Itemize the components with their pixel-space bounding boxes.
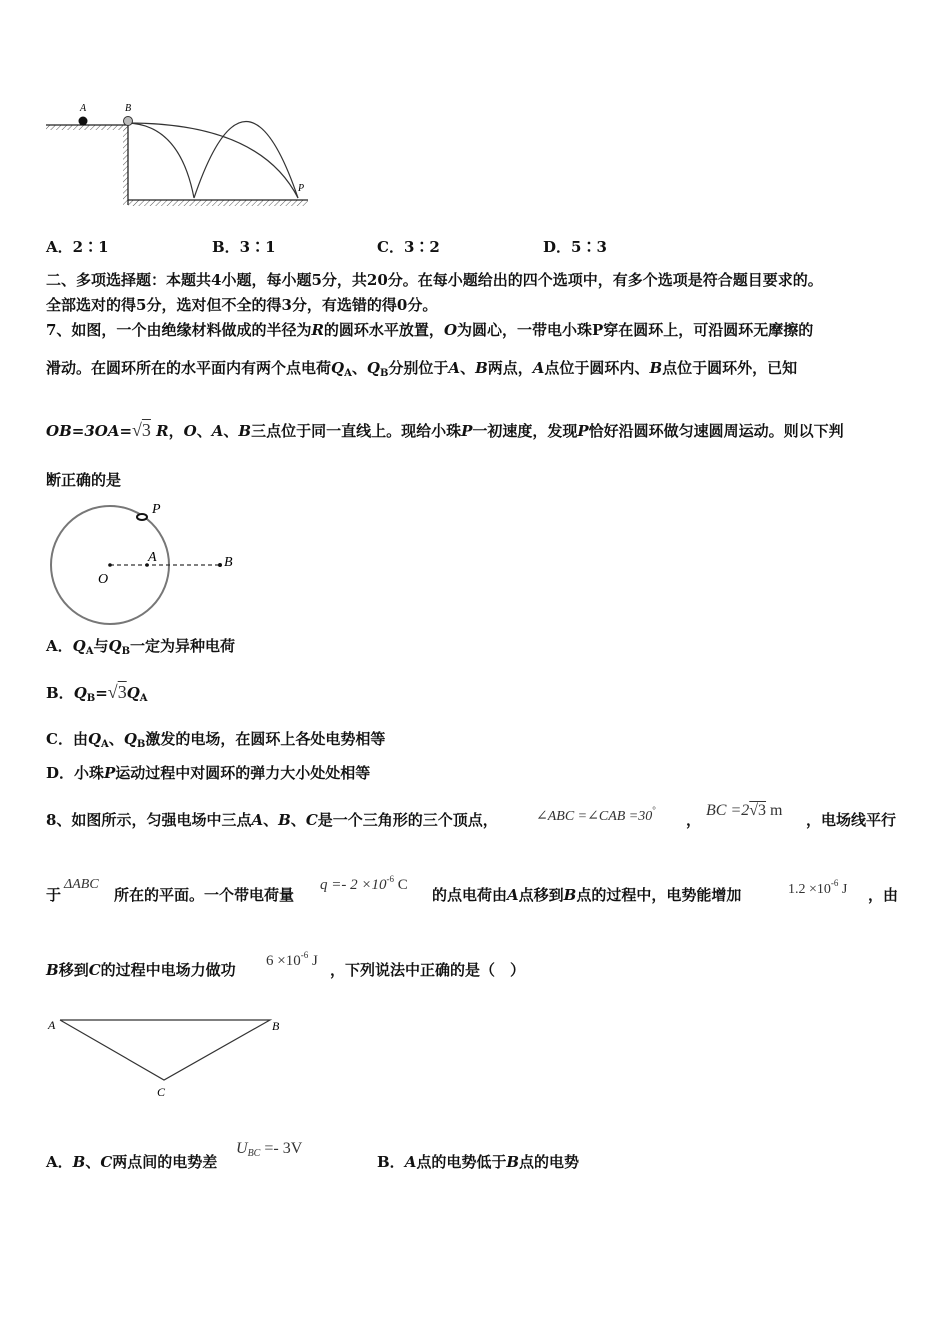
q8-line2-end: ，由 xyxy=(868,886,899,904)
q8-option-a-voltage: $U_{BC} =- 3V$ xyxy=(236,1140,303,1159)
q7-line1: 7、如图，一个由绝缘材料做成的半径为R的圆环水平放置，O为圆心，一带电小珠P穿在圆环上，可沿圆环无摩擦的 xyxy=(46,321,814,339)
label-a: A xyxy=(48,1018,56,1032)
ball-b xyxy=(124,117,133,126)
bead-p xyxy=(137,514,147,520)
q8-line3-end: ，下列说法中正确的是（ ） xyxy=(330,961,526,979)
q7-line3: OB=3OA=√3 R，O、A、B三点位于同一直线上。现给小珠P一初速度，发现P恰好沿圆环做匀速圆周运动。则以下判 xyxy=(46,420,844,440)
q8-charge-expression: $q =- 2 \times 10^{-6}$ C xyxy=(320,874,408,893)
q8-angle-expression: ∠ABC =∠CAB =30° xyxy=(536,805,656,824)
q8-comma-1: ， xyxy=(686,811,702,829)
q8-triangle-symbol: ΔABC xyxy=(64,877,99,892)
q7-option-b[interactable]: B．$Q_B=√3Q_A$ xyxy=(46,682,148,704)
q6-option-b[interactable]: B．3∶1 xyxy=(212,238,276,256)
upper-ground-hatch xyxy=(46,125,128,130)
q8-option-a[interactable]: A．B、C两点间的电势差 xyxy=(46,1153,218,1171)
label-p: P xyxy=(298,183,305,194)
label-o: O xyxy=(98,572,109,587)
triangle-abc xyxy=(60,1020,270,1080)
triangle-figure xyxy=(44,1010,294,1105)
q8-energy-expression: $1.2 \times 10^{-6}$ J xyxy=(788,878,848,897)
ring-figure xyxy=(44,500,244,625)
cliff-wall-hatch xyxy=(123,125,128,205)
label-b: B xyxy=(224,555,233,570)
q7-option-c[interactable]: C．由$Q_A$、$Q_B$激发的电场，在圆环上各处电势相等 xyxy=(46,730,386,750)
label-a: A xyxy=(80,103,87,114)
q8-line2-mid: 所在的平面。一个带电荷量 xyxy=(114,886,295,904)
label-b: B xyxy=(125,103,132,114)
ball-a xyxy=(79,117,88,126)
q8-line2-start: 于 xyxy=(46,886,62,904)
q6-option-d[interactable]: D．5∶3 xyxy=(543,238,607,256)
lower-ground-hatch xyxy=(128,200,308,206)
q8-line3-start: B移到C的过程中电场力做功 xyxy=(46,961,236,979)
q6-option-a[interactable]: A．2∶1 xyxy=(46,238,109,256)
q8-line1-end: ，电场线平行 xyxy=(806,811,897,829)
label-b: B xyxy=(272,1019,280,1033)
q8-line2-rest: 的点电荷由A点移到B点的过程中，电势能增加 xyxy=(432,886,742,904)
projectile-figure xyxy=(40,95,320,215)
direct-trajectory xyxy=(128,123,298,198)
q7-line4: 断正确的是 xyxy=(46,471,122,489)
q8-work-expression: $6 \times 10^{-6}$ J xyxy=(266,950,318,969)
point-b xyxy=(218,563,222,567)
label-c: C xyxy=(157,1085,166,1099)
section2-line1: 二、多项选择题：本题共4小题，每小题5分，共20分。在每小题给出的四个选项中，有多个选项是符合题目要求的。 xyxy=(46,271,823,289)
q6-option-c[interactable]: C．3∶2 xyxy=(377,238,440,256)
q7-option-a[interactable]: A．$Q_A$与$Q_B$一定为异种电荷 xyxy=(46,637,236,657)
q7-option-d[interactable]: D．小珠P运动过程中对圆环的弹力大小处处相等 xyxy=(46,764,371,782)
bounce-trajectory-first xyxy=(128,123,194,198)
label-p: P xyxy=(152,502,161,517)
label-a: A xyxy=(148,550,157,565)
q8-option-b[interactable]: B．A点的电势低于B点的电势 xyxy=(377,1153,580,1171)
point-o xyxy=(108,563,112,567)
q8-line1: 8、如图所示，匀强电场中三点A、B、C是一个三角形的三个顶点， xyxy=(46,811,498,829)
q7-line2: 滑动。在圆环所在的水平面内有两个点电荷$Q_A$、$Q_B$分别位于A、B两点，A点位于圆环内、B点位于圆环外，已知 xyxy=(46,359,798,379)
section2-line2: 全部选对的得5分，选对但不全的得3分，有选错的得0分。 xyxy=(46,296,438,314)
q8-bc-expression: BC =2√3 m xyxy=(706,802,783,819)
